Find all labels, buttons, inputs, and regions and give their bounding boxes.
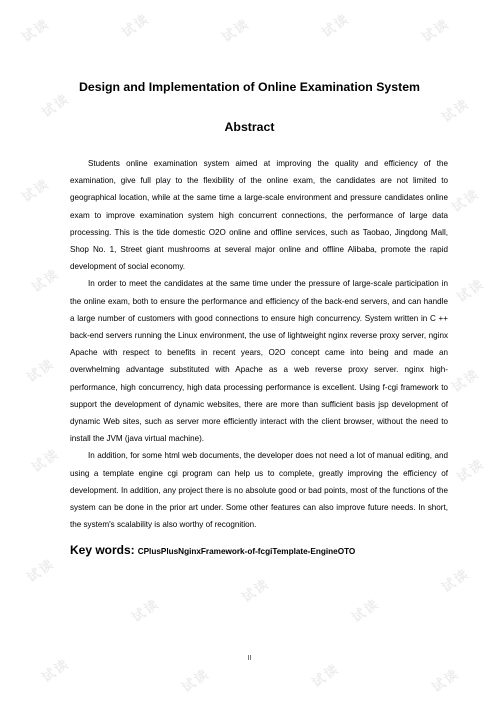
keywords-label: Key words: [70,543,135,557]
watermark: 试读 [454,276,488,306]
watermark: 试读 [429,666,463,696]
watermark: 试读 [19,176,53,206]
keywords-value: CPlusPlusNginxFramework-of-fcgiTemplate-EngineOTO [137,547,356,556]
watermark: 试读 [219,16,253,46]
watermark: 试读 [239,576,273,606]
watermark: 试读 [179,666,213,696]
watermark: 试读 [439,566,473,596]
keywords-line [70,541,355,559]
watermark: 试读 [119,11,153,41]
abstract-body [70,155,448,533]
watermark: 试读 [449,366,483,396]
document-title: Design and Implementation of Online Examination System [79,80,420,94]
watermark: 试读 [419,16,453,46]
watermark: 试读 [449,186,483,216]
watermark: 试读 [439,96,473,126]
watermark: 试读 [129,596,163,626]
watermark: 试读 [39,91,73,121]
watermark: 试读 [349,596,383,626]
watermark: 试读 [39,656,73,686]
watermark: 试读 [19,16,53,46]
watermark: 试读 [29,446,63,476]
watermark: 试读 [319,11,353,41]
abstract-paragraph: Students online examination system aimed at improving the quality and efficiency of the examination, give full play to the flexibility of the online exam, the candidates are not limited to geographical location, while at the same time a large-scale environment and pressure candidates online exam to improve examination system high concurrent connections, the performance of large data processing. This is the tide domestic O2O online and offline services, such as Taobao, Jingdong Mall, Shop No. 1, Street giant mushrooms at several major online and offline Alibaba, promote the rapid development of social economy. [70,159,448,272]
watermark: 试读 [24,556,58,586]
abstract-heading: Abstract [224,120,275,134]
watermark: 试读 [24,356,58,386]
abstract-paragraph: In addition, for some html web documents, the developer does not need a lot of manual editing, and using a template engine cgi program can help us to complete, greatly improving the efficiency of development. In addition, any project there is no absolute good or bad points, most of the functions of the system can be done in the prior art under. Some other features can also improve future needs. In short, the system's scalability is also worthy of recognition. [70,451,448,530]
abstract-paragraph: In order to meet the candidates at the same time under the pressure of large-scale participation in the online exam, both to ensure the performance and efficiency of the back-end servers, and can handle a large number of customers with good connections to ensure high concurrency. System written in C ++ back-end servers running the Linux environment, the use of lightweight nginx reverse proxy server, nginx Apache with respect to benefits in recent years, O2O concept came into being and made an overwhelming advantage substituted with Apache as a web reverse proxy server. nginx high-performance, high concurrency, high data processing performance is excellent. Using f-cgi framework to support the development of dynamic websites, there are more than sufficient basis jsp development of dynamic Web sites, such as server more efficiently interact with the client browser, without the need to install the JVM (java virtual machine). [70,279,448,444]
watermark: 试读 [309,661,343,691]
watermark: 试读 [454,456,488,486]
page-number: II [247,655,252,662]
watermark: 试读 [29,266,63,296]
